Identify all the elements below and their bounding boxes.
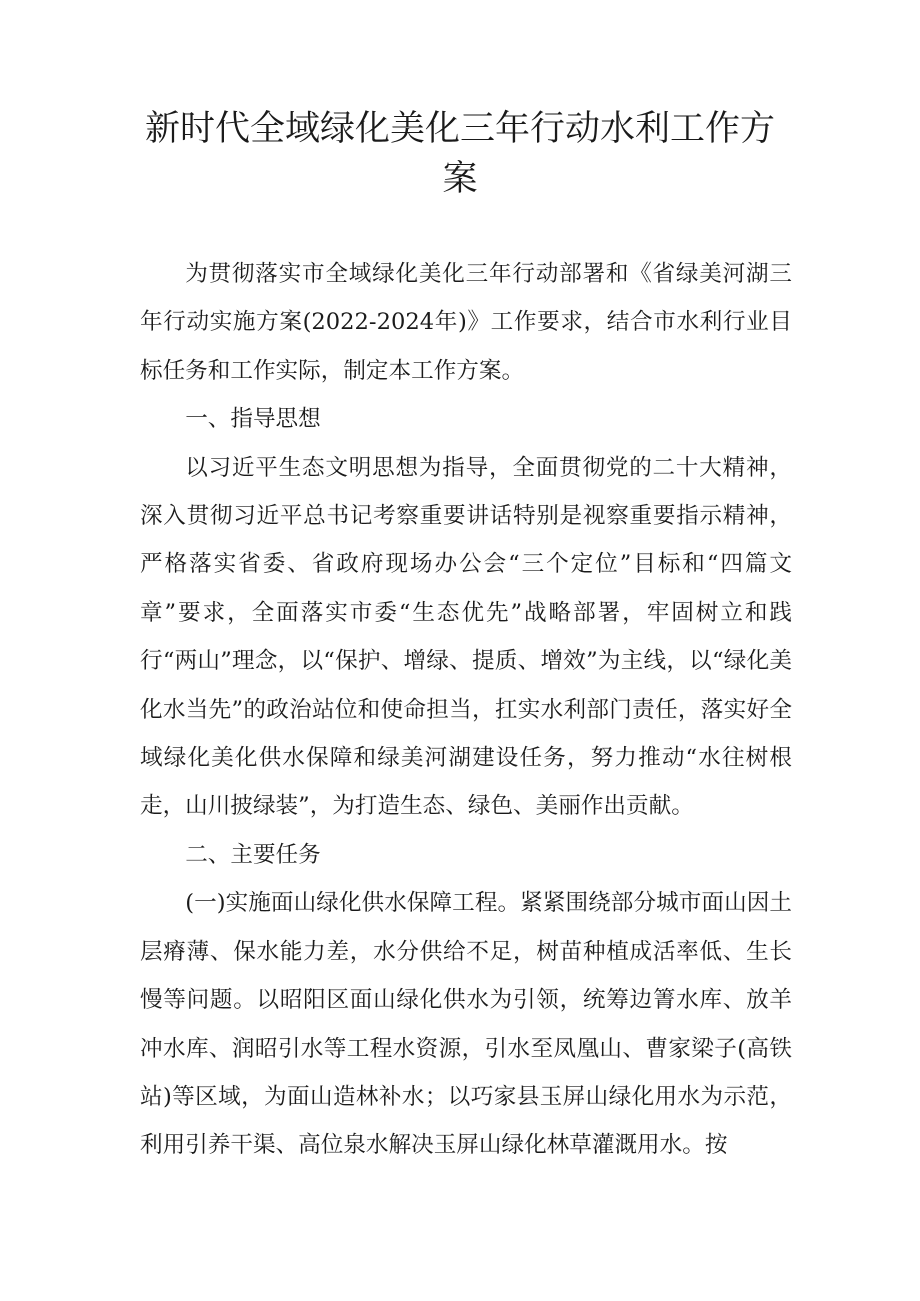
section-heading-main-tasks: 二、主要任务 (185, 841, 321, 868)
task-one-paragraph: (一)实施面山绿化供水保障工程。紧紧围绕部分城市面山因土层瘠薄、保水能力差，水分供给不足，树苗种植成活率低、生长慢等问题。以昭阳区面山绿化供水为引领，统筹边箐水库、放羊冲水库、润昭引水等工程水资源，引水至凤凰山、曹家梁子(高铁站)等区域，为面山造林补水；以巧家县玉屏山绿化用水为示范，利用引养干渠、高位泉水解决玉屏山绿化林草灌溉用水。按 (140, 890, 792, 1159)
document-body (140, 250, 792, 1170)
section-heading-guiding-ideology: 一、指导思想 (185, 406, 321, 433)
guiding-ideology-paragraph: 以习近平生态文明思想为指导，全面贯彻党的二十大精神，深入贯彻习近平总书记考察重要讲话特别是视察重要指示精神，严格落实省委、省政府现场办公会“三个定位”目标和“四篇文章”要求，全面落实市委“生态优先”战略部署，牢固树立和践行“两山”理念，以“保护、增绿、提质、增效”为主线，以“绿化美化水当先”的政治站位和使命担当，扛实水利部门责任，落实好全域绿化美化供水保障和绿美河湖建设任务，努力推动“水往树根走，山川披绿装”，为打造生态、绿色、美丽作出贡献。 (140, 454, 792, 820)
document-title: 新时代全域绿化美化三年行动水利工作方案 (144, 109, 775, 199)
intro-paragraph: 为贯彻落实市全域绿化美化三年行动部署和《省绿美河湖三年行动实施方案(2022-2024年)》工作要求，结合市水利行业目标任务和工作实际，制定本工作方案。 (140, 261, 792, 384)
